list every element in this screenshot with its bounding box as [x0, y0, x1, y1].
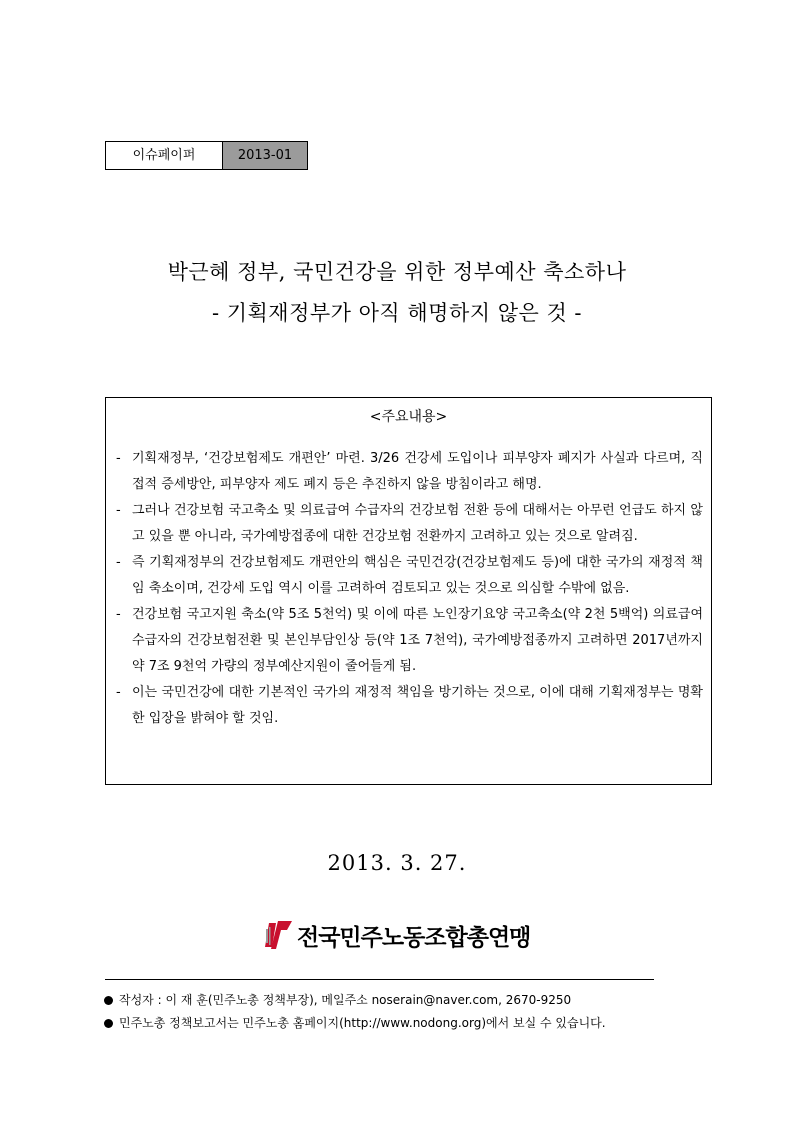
document-subtitle: - 기획재정부가 아직 해명하지 않은 것 -: [211, 301, 583, 325]
summary-item-text: 즉 기획재정부의 건강보험제도 개편안의 핵심은 국민건강(건강보험제도 등)에 대한 국가의 재정적 책임 축소이며, 건강세 도입 역시 이를 고려하여 검토되고 있는 것으로 의심할 수밖에 없음.: [132, 555, 703, 596]
dash-bullet: -: [116, 685, 121, 700]
issue-paper-number: 2013-01: [223, 142, 307, 169]
reports-note: [104, 1012, 724, 1035]
bullet-dot-icon: [104, 1019, 113, 1028]
footer-notes: [104, 989, 724, 1035]
summary-item-text: 기획재정부, ‘건강보험제도 개편안’ 마련. 3/26 건강세 도입이나 피부양자 폐지가 사실과 다르며, 직접적 증세방안, 피부양자 제도 폐지 등은 추진하지 않을 방침이라고 해명.: [132, 451, 703, 492]
bullet-dot-icon: [104, 996, 113, 1005]
summary-item: [114, 498, 703, 550]
organization-logo: [263, 915, 530, 955]
footer-divider: [105, 979, 654, 980]
issue-paper-tag: [105, 141, 308, 170]
summary-item: [114, 680, 703, 732]
summary-item-text: 건강보험 국고지원 축소(약 5조 5천억) 및 이에 따른 노인장기요양 국고축소(약 2천 5백억) 의료급여수급자의 건강보험전환 및 본인부담인상 등(약 1조 7천억), 국가예방접종까지 고려하면 2017년까지 약 7조 9천억 가량의 정부예산지원이 줄어들게 됨.: [132, 607, 703, 674]
dash-bullet: -: [116, 555, 121, 570]
summary-list: [114, 446, 703, 732]
dash-bullet: -: [116, 607, 121, 622]
dash-bullet: -: [116, 451, 121, 466]
kctu-logo-icon: [263, 917, 293, 953]
summary-item: [114, 602, 703, 680]
organization-name: 전국민주노동조합총연맹: [297, 924, 531, 951]
document-title: 박근혜 정부, 국민건강을 위한 정부예산 축소하나: [167, 260, 627, 284]
summary-heading: <주요내용>: [369, 409, 448, 425]
author-note-text: 작성자 : 이 재 훈(민주노총 정책부장), 메일주소 noserain@naver.com, 2670-9250: [119, 993, 572, 1007]
summary-item-text: 이는 국민건강에 대한 기본적인 국가의 재정적 책임을 방기하는 것으로, 이에 대해 기획재정부는 명확한 입장을 밝혀야 할 것임.: [132, 685, 703, 726]
reports-note-text: 민주노총 정책보고서는 민주노총 홈페이지(http://www.nodong.org)에서 보실 수 있습니다.: [119, 1016, 606, 1030]
summary-item: [114, 550, 703, 602]
summary-item-text: 그러나 건강보험 국고축소 및 의료급여 수급자의 건강보험 전환 등에 대해서는 아무런 언급도 하지 않고 있을 뿐 아니라, 국가예방접종에 대한 건강보험 전환까지 고려하고 있는 것으로 알려짐.: [132, 503, 703, 544]
summary-item: [114, 446, 703, 498]
publication-date: 2013. 3. 27.: [327, 851, 467, 875]
dash-bullet: -: [116, 503, 121, 518]
author-note: [104, 989, 724, 1012]
summary-box: [105, 397, 712, 785]
issue-paper-label: 이슈페이퍼: [106, 142, 223, 169]
